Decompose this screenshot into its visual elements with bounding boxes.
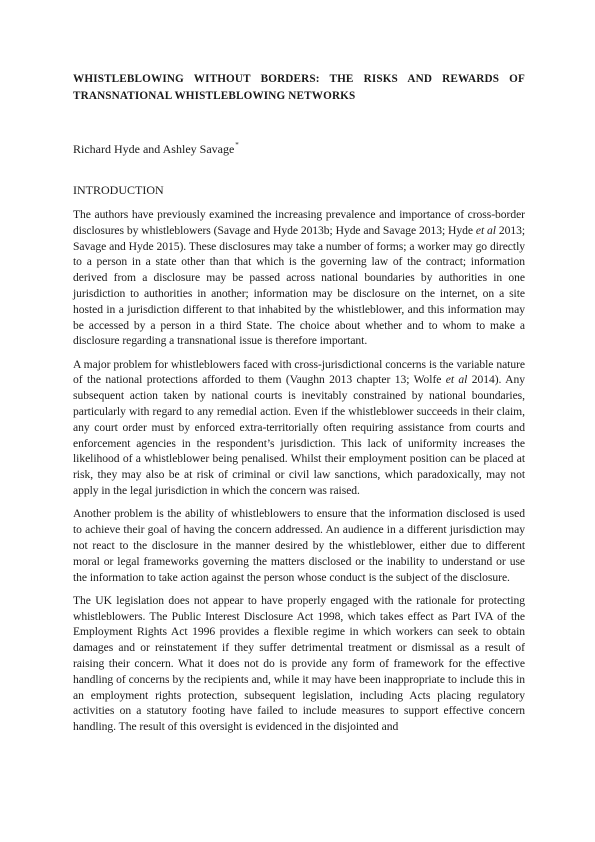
paper-title: WHISTLEBLOWING WITHOUT BORDERS: THE RISKS AND REWARDS OF TRANSNATIONAL WHISTLEBLOWING NETWORKS [73,73,525,102]
paragraph-4: The UK legislation does not appear to have properly engaged with the rationale for protecting whistleblowers. The Public Interest Disclosure Act 1998, which takes effect as Part IVA of the Employment Rights Act 1996 provides a flexible regime in which workers can seek to obtain damages and or reinstatement if they suffer detrimental treatment or dismissal as a result of raising their concern. What it does not do is provide any form of framework for the effective handling of concerns by the recipients and, while it may have been inappropriate to include this in an employment rights protection, subsequent legislation, including Acts placing regulatory activities on a statutory footing have failed to include measures to support effective concern handling. The result of this oversight is evidenced in the disjointed and [73,593,525,734]
authors-names: Richard Hyde and Ashley Savage [73,142,235,156]
author-line [73,137,239,157]
paragraph-2: A major problem for whistleblowers faced with cross-jurisdictional concerns is the variable nature of the national protections afforded to them (Vaughn 2013 chapter 13; Wolfe et al 2014). Any subsequent action taken by national courts is inevitably constrained by national boundaries, particularly with regard to any remedial action. Even if the whistleblower succeeds in their claim, any court order must by enforced extra-territorially often requiring assistance from courts and enforcement agencies in the respondent’s jurisdiction. This lack of uniformity increases the likelihood of a whistleblower being penalised. Whilst their employment position can be placed at risk, they may also be at risk of criminal or civil law sanctions, which paradoxically, may not apply in the legal jurisdiction in which the concern was raised. [73,357,525,498]
section-heading: INTRODUCTION [73,183,164,197]
paragraph-3: Another problem is the ability of whistleblowers to ensure that the information disclosed is used to achieve their goal of having the concern addressed. An audience in a different jurisdiction may not react to the disclosure in the manner desired by the whistleblower, either due to different moral or legal frameworks governing the matters disclosed or the inability to understand or use the information to take action against the person whose conduct is the subject of the disclosure. [73,507,525,584]
author-footnote-marker[interactable]: * [235,141,239,149]
body-text [73,207,525,743]
paragraph-1: The authors have previously examined the increasing prevalence and importance of cross-border disclosures by whistleblowers (Savage and Hyde 2013b; Hyde and Savage 2013; Hyde et al 2013; Savage and Hyde 2015). These disclosures may take a number of forms; a worker may go directly to a person in a state other than that which is the governing law of the contract; information derived from a disclosure may be passed across national boundaries by authorities in one jurisdiction to authorities in another; information may be disclosure on the internet, on a site hosted in a jurisdiction different to that inhabited by the whistleblower, and this information may be accessed by a person in a third State. The choice about whether and to whom to make a disclosure regarding a transnational issue is therefore important. [73,208,525,348]
